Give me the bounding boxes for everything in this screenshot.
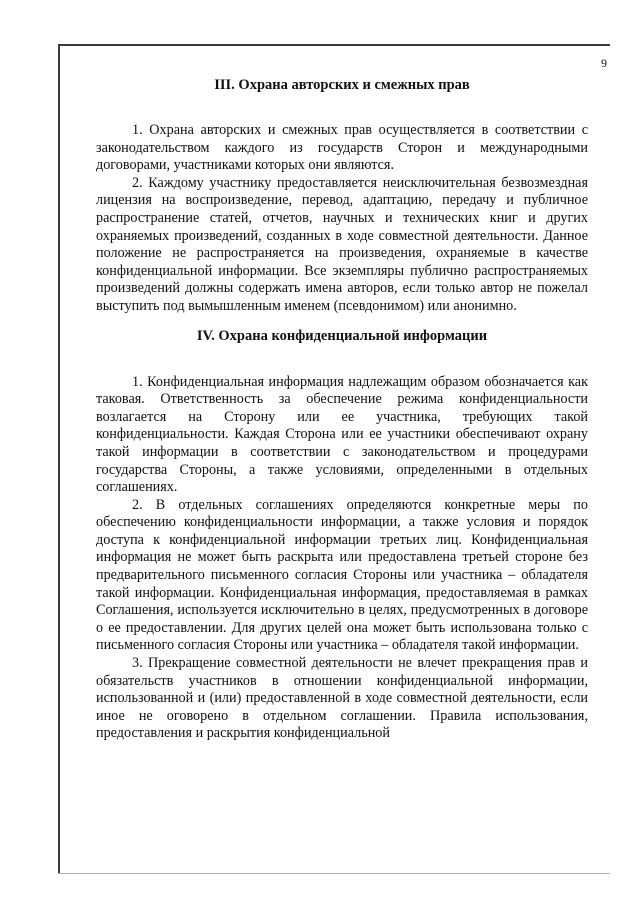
section-3-paragraph-1: 1. Охрана авторских и смежных прав осуществляется в соответствии с законодательством каждого из государств Сторон и международными договорами, участниками которых они являются. — [96, 122, 588, 174]
section-4-paragraph-1: 1. Конфиденциальная информация надлежащим образом обозначается как таковая. Ответственность за обеспечение режима конфиденциальности возлагается на Сторону или ее участника, требующих такой конфиденциальности. Каждая Сторона или ее участники обеспечивают охрану такой информации в соответствии с законодательством и процедурами государства Стороны, а также условиями, определенными в отдельных соглашениях. — [96, 373, 588, 496]
page-border-top — [58, 44, 610, 46]
section-4-paragraph-2: 2. В отдельных соглашениях определяются конкретные меры по обеспечению конфиденциальности информации, а также условия и порядок доступа к конфиденциальной информации третьих лиц. Конфиденциальная информация не может быть раскрыта или предоставлена третьей стороне без предварительного письменного согласия Стороны или участника – обладателя такой информации. Конфиденциальная информация, предоставляемая в рамках Соглашения, используется исключительно в целях, предусмотренных в договоре о ее предоставлении. Для других целей она может быть использована только с письменного согласия Стороны или участника – обладателя такой информации. — [96, 496, 588, 654]
section-3-paragraph-2: 2. Каждому участнику предоставляется неисключительная безвозмездная лицензия на воспроизведение, перевод, адаптацию, передачу и публичное распространение статей, отчетов, научных и технических книг и других охраняемых произведений, созданных в ходе совместной деятельности. Данное положение не распространяется на произведения, охраняемые в качестве конфиденциальной информации. Все экземпляры публично распространяемых произведений должны содержать имена авторов, если только автор не пожелал выступить под вымышленным именем (псевдонимом) или анонимно. — [96, 174, 588, 314]
section-4-paragraph-3: 3. Прекращение совместной деятельности не влечет прекращения прав и обязательств участников в отношении конфиденциальной информации, использованной и (или) предоставленной в ходе совместной деятельности, если иное не оговорено в отдельном соглашении. Правила использования, предоставления и раскрытия конфиденциальной — [96, 655, 588, 742]
section-3-heading: III. Охрана авторских и смежных прав — [214, 77, 470, 93]
document-body — [96, 76, 588, 743]
page-border-left — [58, 44, 60, 874]
section-4-heading: IV. Охрана конфиденциальной информации — [196, 327, 488, 344]
page-border-bottom — [58, 873, 610, 874]
page-number: 9 — [601, 56, 607, 70]
